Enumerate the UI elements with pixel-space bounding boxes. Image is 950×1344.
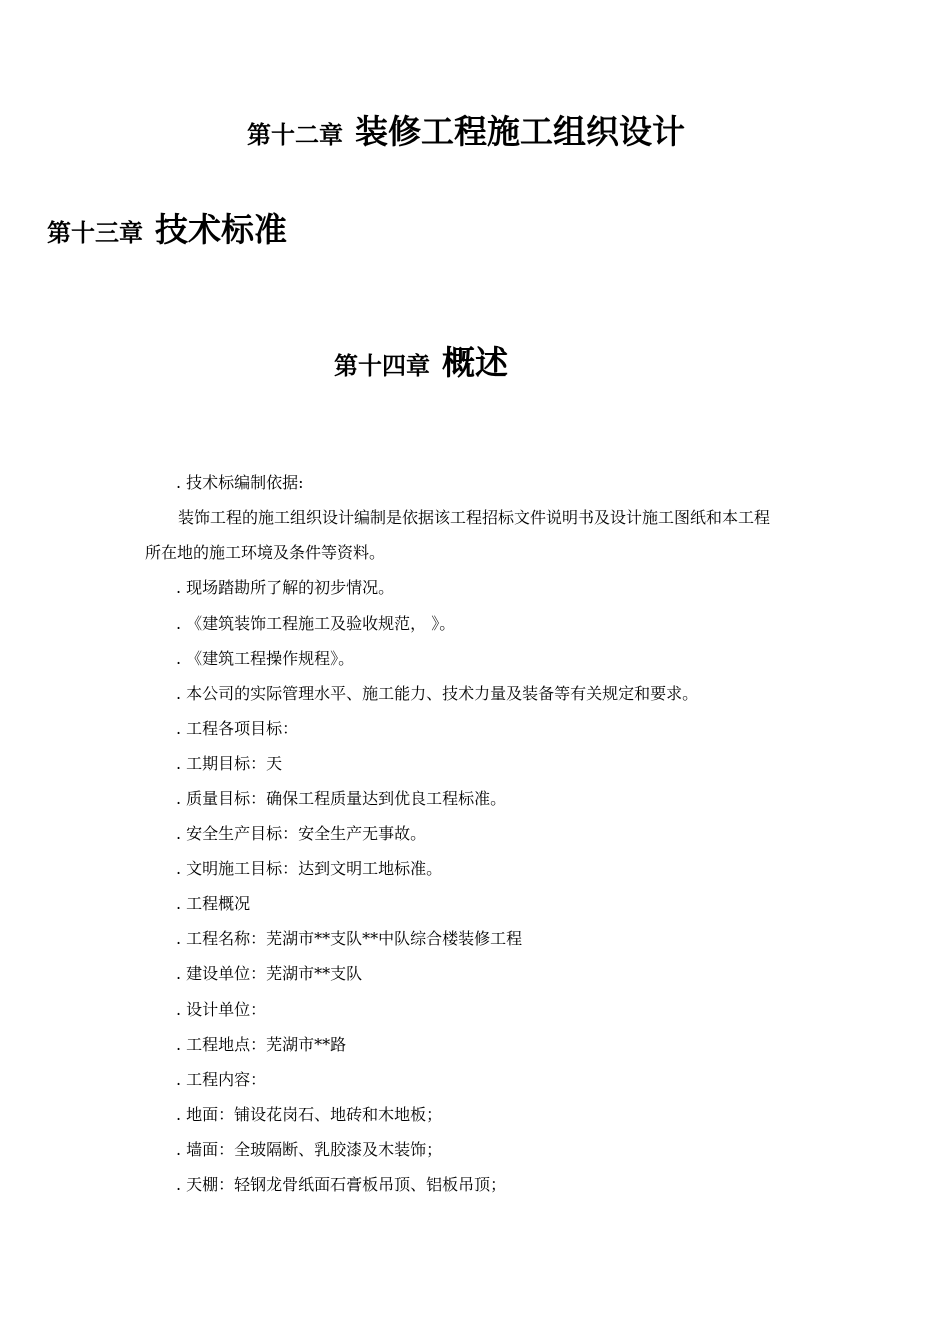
paragraph-line: . 工程内容： — [176, 1070, 267, 1089]
paragraph-line: . 现场踏勘所了解的初步情况。 — [176, 578, 395, 597]
paragraph-line: 所在地的施工环境及条件等资料。 — [145, 543, 386, 562]
paragraph-line: . 工程地点：芜湖市**路 — [176, 1035, 347, 1054]
paragraph-line: 装饰工程的施工组织设计编制是依据该工程招标文件说明书及设计施工图纸和本工程 — [178, 508, 771, 527]
chapter-12-number: 第十二章 — [247, 121, 343, 149]
paragraph-line: . 设计单位： — [176, 1000, 267, 1019]
chapter-14-number: 第十四章 — [334, 352, 430, 380]
paragraph-line: . 文明施工目标：达到文明工地标准。 — [176, 859, 443, 878]
chapter-12-title: 装修工程施工组织设计 — [355, 112, 685, 151]
paragraph-line: . 工程各项目标： — [176, 719, 299, 738]
paragraph-line: . 技术标编制依据: — [176, 473, 304, 492]
paragraph-line: . 天棚：轻钢龙骨纸面石膏板吊顶、铝板吊顶； — [176, 1175, 507, 1194]
paragraph-line: . 本公司的实际管理水平、施工能力、技术力量及装备等有关规定和要求。 — [176, 684, 699, 703]
chapter-12-heading — [247, 112, 685, 151]
chapter-14-heading — [334, 343, 508, 382]
paragraph-line: . 《建筑装饰工程施工及验收规范， 》。 — [176, 614, 456, 633]
chapter-14-title: 概述 — [442, 343, 508, 382]
paragraph-line: . 工期目标：天 — [176, 754, 283, 773]
chapter-13-heading — [47, 210, 287, 249]
chapter-13-title: 技术标准 — [155, 210, 287, 249]
paragraph-line: . 墙面：全玻隔断、乳胶漆及木装饰； — [176, 1140, 443, 1159]
paragraph-line: . 地面：铺设花岗石、地砖和木地板； — [176, 1105, 443, 1124]
paragraph-line: . 安全生产目标：安全生产无事故。 — [176, 824, 427, 843]
paragraph-line: . 工程名称：芜湖市**支队**中队综合楼装修工程 — [176, 929, 523, 948]
paragraph-line: . 建设单位：芜湖市**支队 — [176, 964, 363, 983]
chapter-13-number: 第十三章 — [47, 219, 143, 247]
paragraph-line: . 质量目标：确保工程质量达到优良工程标准。 — [176, 789, 507, 808]
paragraph-line: . 工程概况 — [176, 894, 251, 913]
paragraph-line: . 《建筑工程操作规程》。 — [176, 649, 355, 668]
